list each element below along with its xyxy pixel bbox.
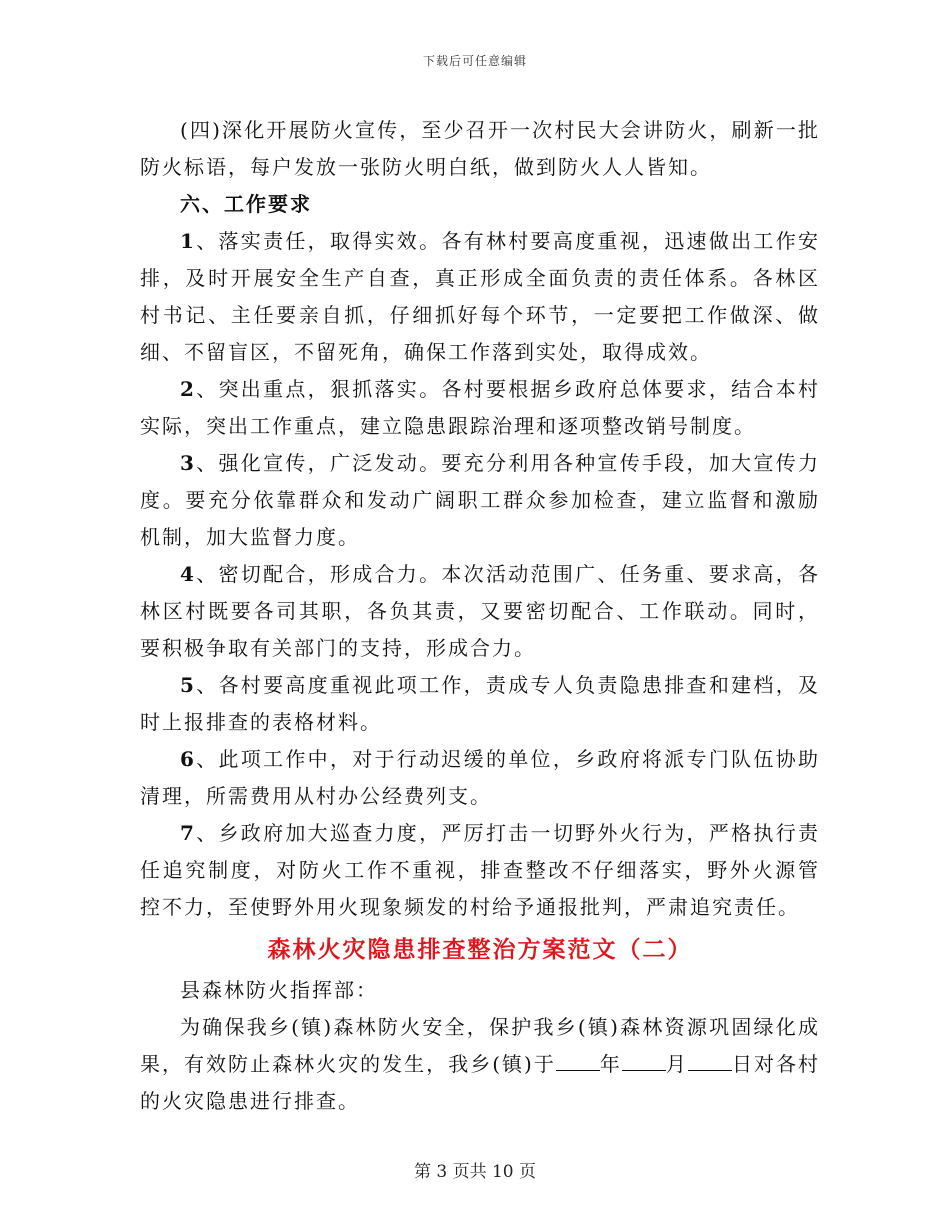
item-number: 6 — [180, 747, 196, 771]
paragraph-intro — [140, 1009, 820, 1120]
requirement-item-4 — [140, 556, 820, 667]
requirement-item-7 — [140, 815, 820, 926]
section-title-2: 森林火灾隐患排查整治方案范文（二） — [267, 936, 693, 963]
page-header: 下载后可任意编辑 — [422, 54, 527, 68]
item-number: 4 — [180, 562, 196, 586]
item-text: 、落实责任，取得实效。各有林村要高度重视，迅速做出工作安排，及时开展安全生产自查，真正形成全面负责的责任体系。各林区村书记、主任要亲自抓，仔细抓好每个环节，一定要把工作做深、做细、不留盲区，不留死角，确保工作落到实处，取得成效。 — [140, 229, 820, 364]
item-text: 、突出重点，狠抓落实。各村要根据乡政府总体要求，结合本村实际，突出工作重点，建立隐患跟踪治理和逐项整改销号制度。 — [140, 377, 820, 438]
requirement-item-1 — [140, 223, 820, 371]
item-text: 、此项工作中，对于行动迟缓的单位，乡政府将派专门队伍协助清理，所需费用从村办公经费列支。 — [140, 747, 820, 808]
intro-month: 月 — [665, 1052, 688, 1076]
item-text: 、密切配合，形成合力。本次活动范围广、任务重、要求高，各林区村既要各司其职，各负其责，又要密切配合、工作联动。同时，要积极争取有关部门的支持，形成合力。 — [140, 562, 820, 660]
item-text: 、强化宣传，广泛发动。要充分利用各种宣传手段，加大宣传力度。要充分依靠群众和发动广阔职工群众参加检查，建立监督和激励机制，加大监督力度。 — [140, 451, 820, 549]
blank-line — [688, 1052, 732, 1071]
page-footer: 第 3 页共 10 页 — [413, 1162, 537, 1182]
item-text: 、乡政府加大巡查力度，严厉打击一切野外火行为，严格执行责任追究制度，对防火工作不重视，排查整改不仔细落实，野外火源管控不力，至使野外用火现象频发的村给予通报批判，严肃追究责任。 — [140, 821, 820, 919]
intro-year: 年 — [599, 1052, 622, 1076]
item-text: 、各村要高度重视此项工作，责成专人负责隐患排查和建档，及时上报排查的表格材料。 — [140, 673, 820, 734]
item-number: 3 — [180, 451, 196, 475]
item-number: 5 — [180, 673, 196, 697]
intro-text: 为确保我乡(镇)森林防火安全，保护我乡(镇)森林资源巩固绿化成果，有效防止森林火灾的发生，我乡(镇)于 — [140, 1015, 820, 1076]
document-body — [140, 112, 820, 1120]
requirement-item-6 — [140, 741, 820, 815]
requirement-item-3 — [140, 445, 820, 556]
intro-day: 日对各村的火灾隐患进行排查。 — [140, 1052, 821, 1113]
salutation: 县森林防火指挥部： — [180, 978, 378, 1002]
item-number: 1 — [180, 229, 196, 253]
blank-line — [556, 1052, 600, 1071]
item-number: 7 — [180, 821, 196, 845]
paragraph-fire-promotion: (四)深化开展防火宣传，至少召开一次村民大会讲防火，刷新一批防火标语，每户发放一张防火明白纸，做到防火人人皆知。 — [140, 118, 820, 179]
section-heading-requirements: 六、工作要求 — [180, 192, 312, 216]
requirement-item-2 — [140, 371, 820, 445]
requirement-item-5 — [140, 667, 820, 741]
blank-line — [622, 1052, 666, 1071]
item-number: 2 — [180, 377, 196, 401]
